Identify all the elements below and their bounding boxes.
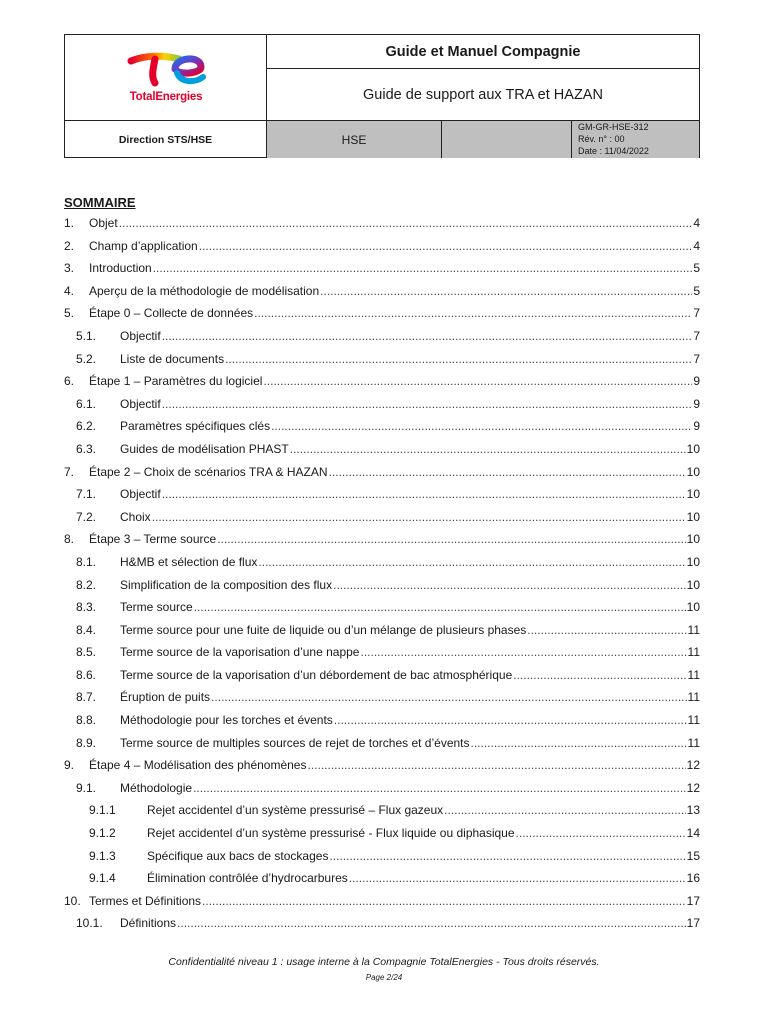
toc-entry-title: Paramètres spécifiques clés: [120, 419, 271, 434]
toc-leader-dots: [153, 261, 693, 275]
toc-entry[interactable]: [64, 713, 700, 736]
toc-entry-title: Terme source pour une fuite de liquide ou d’un mélange de plusieurs phases: [120, 622, 527, 637]
toc-entry-page: 10: [686, 600, 700, 615]
toc-entry[interactable]: [64, 600, 700, 623]
toc-entry[interactable]: [64, 216, 700, 239]
toc-entry[interactable]: [64, 916, 700, 939]
toc-entry-page: 11: [687, 667, 700, 682]
toc-entry-number: 9.1.: [76, 780, 97, 795]
toc-entry-title: H&MB et sélection de flux: [120, 554, 258, 569]
toc-entry[interactable]: [64, 261, 700, 284]
toc-entry-page: 11: [687, 645, 700, 660]
toc-entry[interactable]: [64, 690, 700, 713]
toc-entry-page: 9: [693, 396, 700, 411]
toc-entry-page: 15: [686, 848, 700, 863]
toc-entry-title: Termes et Définitions: [89, 893, 202, 908]
toc-entry-number: 8.: [64, 532, 75, 547]
toc-entry[interactable]: [64, 871, 700, 894]
toc-entry-number: 8.8.: [76, 713, 97, 728]
toc-leader-dots: [152, 510, 686, 524]
toc-entry-number: 10.: [64, 893, 81, 908]
toc-entry-title: Aperçu de la méthodologie de modélisation: [89, 283, 320, 298]
toc-entry[interactable]: [64, 465, 700, 488]
toc-leader-dots: [320, 284, 692, 298]
toc-entry-page: 9: [693, 419, 700, 434]
document-date: Date : 11/04/2022: [578, 146, 649, 156]
toc-leader-dots: [199, 239, 693, 253]
reference-number: GM-GR-HSE-312: [578, 122, 649, 132]
toc-entry-title: Liste de documents: [120, 351, 225, 366]
document-subtitle: Guide de support aux TRA et HAZAN: [363, 86, 603, 103]
domain-cell: HSE: [267, 121, 442, 158]
toc-entry-page: 10: [686, 532, 700, 547]
toc-entry-title: Spécifique aux bacs de stockages: [147, 848, 329, 863]
toc-entry-number: 6.: [64, 374, 75, 389]
toc-leader-dots: [329, 849, 685, 863]
toc-entry-number: 5.: [64, 306, 75, 321]
header-info-row: [65, 120, 699, 157]
toc-entry-title: Objectif: [120, 396, 161, 411]
logo-text: TotalEnergies: [129, 91, 203, 103]
toc-entry-page: 11: [687, 690, 700, 705]
toc-leader-dots: [217, 532, 685, 546]
blank-cell: [442, 121, 572, 158]
toc-entry-number: 9.1.4: [89, 871, 116, 886]
toc-entry-number: 9.: [64, 758, 75, 773]
toc-entry-number: 8.4.: [76, 622, 97, 637]
toc-entry[interactable]: [64, 239, 700, 262]
toc-entry-page: 7: [693, 328, 700, 343]
toc-leader-dots: [333, 578, 686, 592]
toc-entry[interactable]: [64, 329, 700, 352]
toc-entry-page: 9: [693, 374, 700, 389]
toc-entry[interactable]: [64, 803, 700, 826]
toc-entry-title: Terme source de la vaporisation d’une nappe: [120, 645, 360, 660]
toc-leader-dots: [516, 826, 686, 840]
toc-entry-number: 7.: [64, 464, 75, 479]
toc-leader-dots: [258, 555, 685, 569]
toc-entry[interactable]: [64, 645, 700, 668]
toc-entry-page: 10: [686, 487, 700, 502]
toc-entry-page: 11: [687, 713, 700, 728]
toc-entry-number: 5.2.: [76, 351, 97, 366]
toc-leader-dots: [254, 306, 692, 320]
toc-entry-title: Choix: [120, 509, 151, 524]
toc-entry-title: Étape 1 – Paramètres du logiciel: [89, 374, 263, 389]
toc-leader-dots: [334, 713, 687, 727]
toc-entry-page: 10: [686, 509, 700, 524]
toc-entry-page: 4: [693, 216, 700, 230]
toc-entry[interactable]: [64, 487, 700, 510]
logo-cell: [65, 35, 267, 120]
toc-entry-page: 12: [686, 780, 700, 795]
toc-entry-page: 4: [693, 238, 700, 253]
toc-entry-number: 6.1.: [76, 396, 97, 411]
toc-entry-number: 5.1.: [76, 328, 97, 343]
toc-leader-dots: [162, 397, 693, 411]
confidentiality-notice: Confidentialité niveau 1 : usage interne à la Compagnie TotalEnergies - Tous droits réservés.: [168, 956, 600, 968]
toc-entry-title: Élimination contrôlée d’hydrocarbures: [147, 871, 348, 886]
toc-entry-number: 8.7.: [76, 690, 97, 705]
toc-entry-page: 13: [686, 803, 700, 818]
toc-entry[interactable]: [64, 397, 700, 420]
toc-entry-title: Terme source de la vaporisation d’un débordement de bac atmosphérique: [120, 667, 513, 682]
toc-leader-dots: [513, 668, 686, 682]
toc-entry-page: 17: [686, 916, 700, 931]
toc-entry-number: 3.: [64, 261, 75, 276]
toc-entry[interactable]: [64, 668, 700, 691]
toc-entry-title: Terme source: [120, 600, 193, 615]
reference-cell: [572, 121, 699, 158]
toc-entry-number: 8.1.: [76, 554, 97, 569]
toc-entry-number: 4.: [64, 283, 75, 298]
toc-entry-number: 7.1.: [76, 487, 97, 502]
toc-entry-number: 8.6.: [76, 667, 97, 682]
toc-entry-number: 10.1.: [76, 916, 103, 931]
toc-entry-page: 10: [686, 464, 700, 479]
toc-entry-title: Méthodologie pour les torches et évents: [120, 713, 333, 728]
toc-entry-page: 5: [693, 283, 700, 298]
toc-entry[interactable]: [64, 736, 700, 759]
toc-leader-dots: [202, 894, 686, 908]
toc-entry-page: 11: [687, 735, 700, 750]
table-of-contents: [64, 216, 700, 939]
toc-entry-number: 1.: [64, 216, 75, 230]
toc-leader-dots: [211, 690, 686, 704]
toc-entry[interactable]: [64, 510, 700, 533]
toc-entry[interactable]: [64, 849, 700, 872]
toc-leader-dots: [194, 600, 686, 614]
toc-entry-number: 8.9.: [76, 735, 97, 750]
page-number: Page 2/24: [365, 973, 403, 982]
toc-leader-dots: [349, 871, 686, 885]
toc-leader-dots: [271, 419, 692, 433]
toc-entry-title: Étape 0 – Collecte de données: [89, 306, 254, 321]
toc-leader-dots: [527, 623, 686, 637]
toc-entry-title: Objet: [89, 216, 118, 230]
toc-entry-number: 6.3.: [76, 441, 97, 456]
direction-cell: Direction STS/HSE: [65, 121, 267, 158]
toc-entry[interactable]: [64, 781, 700, 804]
toc-entry-number: 2.: [64, 238, 75, 253]
toc-leader-dots: [263, 374, 692, 388]
toc-leader-dots: [119, 216, 693, 230]
toc-entry-title: Objectif: [120, 487, 161, 502]
toc-entry-page: 12: [686, 758, 700, 773]
toc-entry-page: 10: [686, 577, 700, 592]
toc-leader-dots: [329, 465, 686, 479]
toc-entry[interactable]: [64, 623, 700, 646]
document-header: [64, 34, 700, 158]
toc-leader-dots: [360, 645, 686, 659]
toc-leader-dots: [307, 758, 685, 772]
toc-entry-title: Rejet accidentel d’un système pressurisé – Flux gazeux: [147, 803, 444, 818]
revision-number: Rév. n° : 00: [578, 134, 625, 144]
toc-entry-number: 8.2.: [76, 577, 97, 592]
toc-entry-number: 8.5.: [76, 645, 97, 660]
toc-entry[interactable]: [64, 306, 700, 329]
toc-entry-page: 7: [693, 351, 700, 366]
toc-entry-number: 6.2.: [76, 419, 97, 434]
toc-entry-title: Rejet accidentel d’un système pressurisé - Flux liquide ou diphasique: [147, 826, 515, 841]
toc-entry-number: 9.1.3: [89, 848, 116, 863]
toc-entry[interactable]: [64, 758, 700, 781]
toc-entry-title: Objectif: [120, 328, 161, 343]
toc-entry-title: Étape 4 – Modélisation des phénomènes: [89, 758, 307, 773]
toc-entry-title: Terme source de multiples sources de rejet de torches et d’évents: [120, 735, 470, 750]
toc-entry[interactable]: [64, 555, 700, 578]
toc-entry-page: 14: [686, 826, 700, 841]
toc-leader-dots: [471, 736, 687, 750]
toc-entry-title: Étape 3 – Terme source: [89, 532, 217, 547]
toc-entry[interactable]: [64, 894, 700, 917]
toc-entry-title: Éruption de puits: [120, 690, 211, 705]
totalenergies-logo-icon: [125, 47, 209, 91]
toc-entry-page: 16: [686, 871, 700, 886]
toc-entry-page: 10: [686, 441, 700, 456]
toc-entry-title: Simplification de la composition des flux: [120, 577, 333, 592]
toc-entry-page: 11: [687, 622, 700, 637]
toc-leader-dots: [444, 803, 685, 817]
toc-leader-dots: [290, 442, 686, 456]
toc-entry[interactable]: [64, 442, 700, 465]
toc-entry-page: 10: [686, 554, 700, 569]
toc-entry-title: Guides de modélisation PHAST: [120, 441, 289, 456]
toc-entry[interactable]: [64, 532, 700, 555]
toc-leader-dots: [193, 781, 686, 795]
toc-entry-title: Méthodologie: [120, 780, 193, 795]
toc-entry[interactable]: [64, 284, 700, 307]
toc-leader-dots: [162, 329, 693, 343]
toc-entry[interactable]: [64, 374, 700, 397]
toc-entry[interactable]: [64, 826, 700, 849]
document-title: Guide et Manuel Compagnie: [267, 35, 699, 69]
toc-entry[interactable]: [64, 419, 700, 442]
toc-entry-title: Introduction: [89, 261, 152, 276]
toc-entry-number: 7.2.: [76, 509, 97, 524]
toc-entry-number: 9.1.1: [89, 803, 116, 818]
toc-entry-number: 9.1.2: [89, 826, 116, 841]
toc-entry-title: Étape 2 – Choix de scénarios TRA & HAZAN: [89, 464, 328, 479]
toc-leader-dots: [225, 352, 692, 366]
toc-entry[interactable]: [64, 352, 700, 375]
toc-entry-title: Champ d’application: [89, 238, 198, 253]
toc-entry-page: 7: [693, 306, 700, 321]
toc-entry[interactable]: [64, 578, 700, 601]
toc-entry-title: Définitions: [120, 916, 177, 931]
toc-heading: SOMMAIRE: [64, 195, 136, 210]
toc-leader-dots: [162, 487, 686, 501]
toc-entry-number: 8.3.: [76, 600, 97, 615]
toc-leader-dots: [177, 916, 686, 930]
toc-entry-page: 5: [693, 261, 700, 276]
toc-entry-page: 17: [686, 893, 700, 908]
